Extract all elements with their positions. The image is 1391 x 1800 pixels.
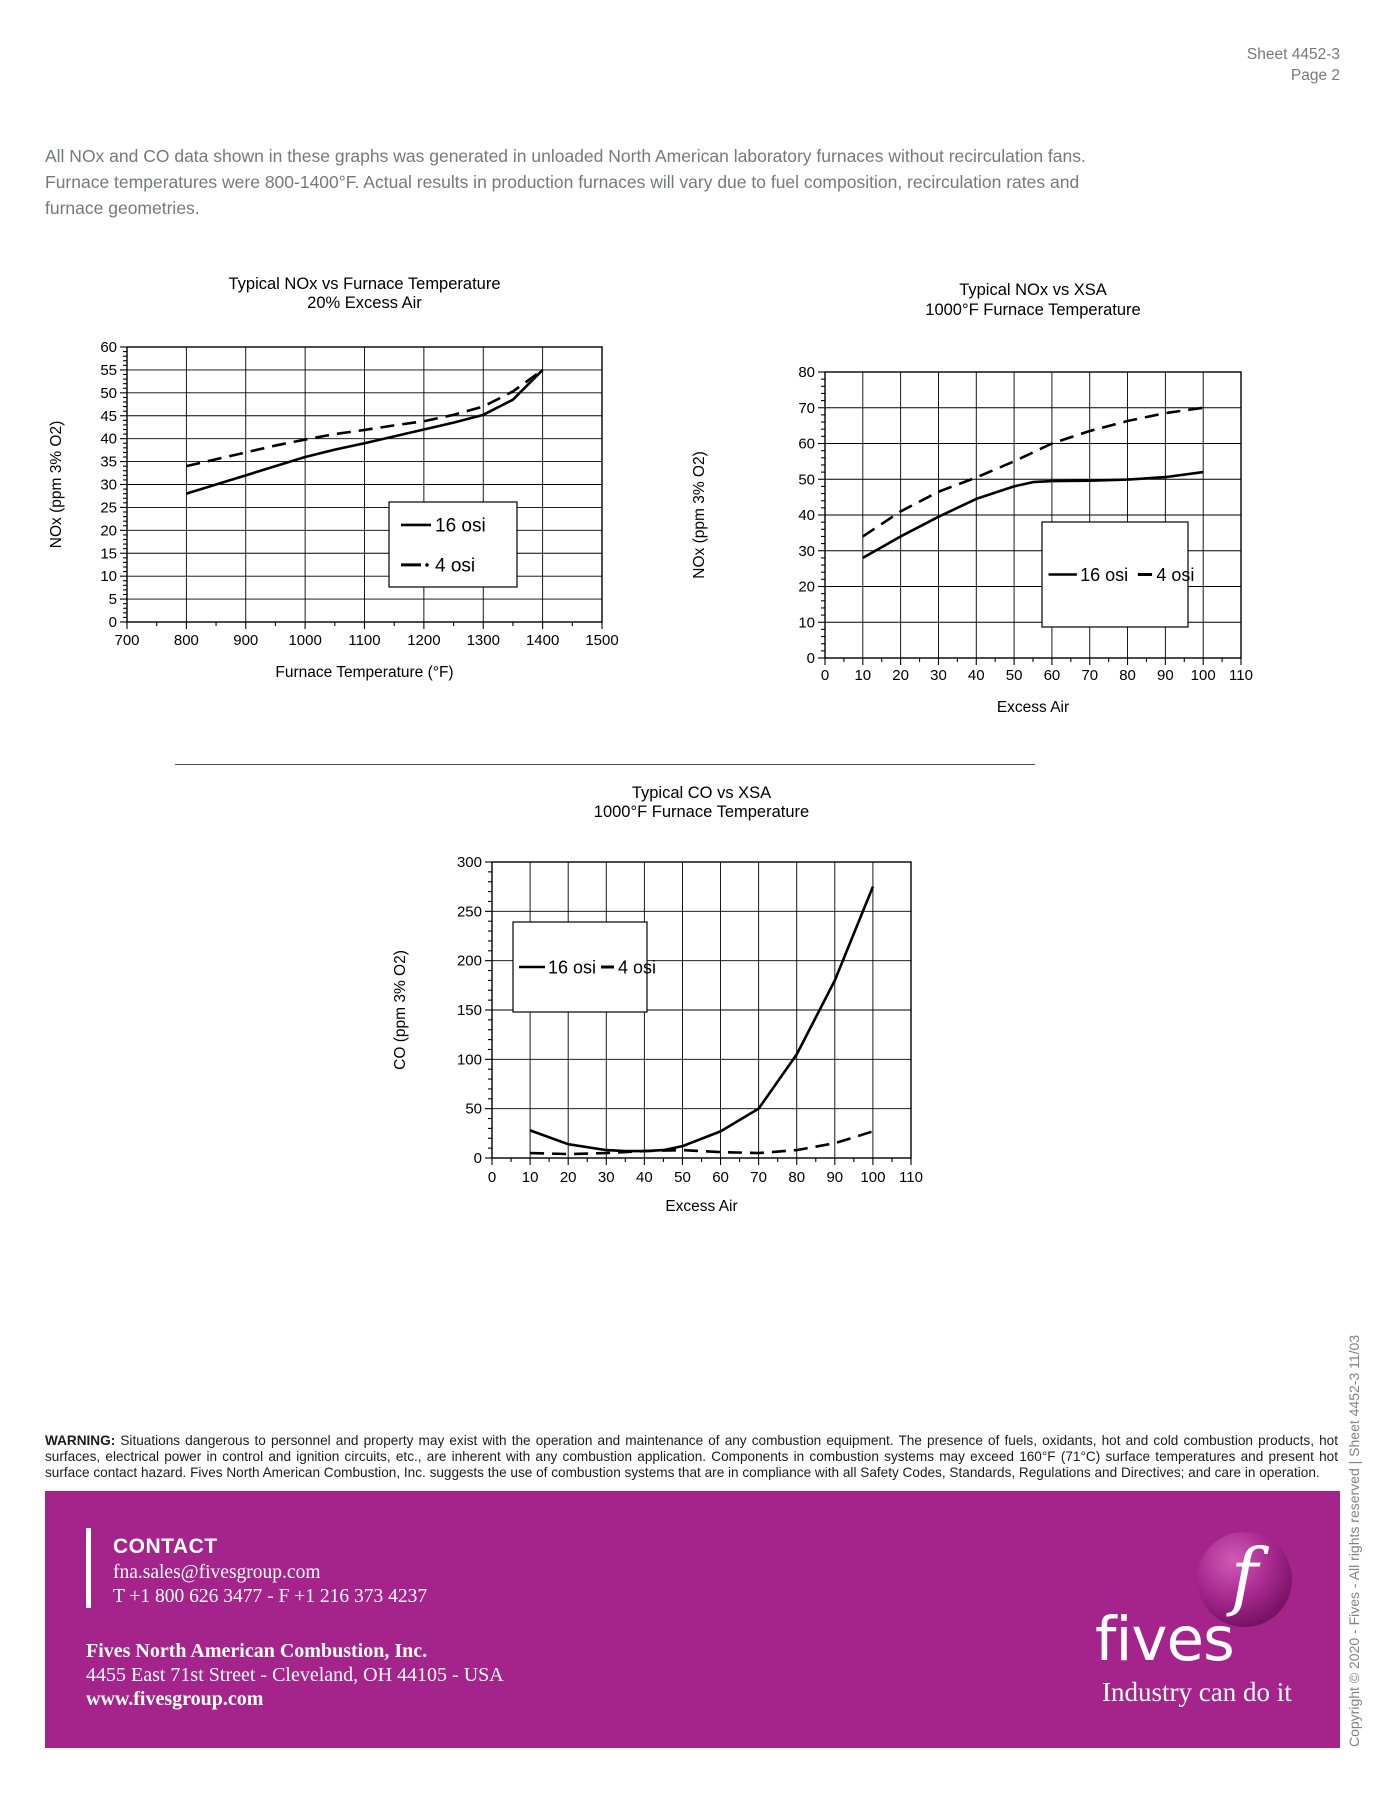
chart-co-vs-xsa <box>385 782 967 1234</box>
chart-nox-vs-furnace-temperature <box>45 232 637 694</box>
svg-text:10: 10 <box>854 667 872 684</box>
svg-text:1300: 1300 <box>466 632 500 649</box>
svg-text:30: 30 <box>930 667 947 684</box>
warning-text: Situations dangerous to personnel and property may exist with the operation and maintenance of any combustion equipment. The presence of fuels, oxidants, hot and cold combustion products, hot surfaces, electrical power in control and ignition circuits, etc., are inherent with any combustion application. Components in combustion systems may exceed 160°F (71°C) surface temperatures and present hot surface contact hazard. Fives North American Combustion, Inc. suggests the use of combustion systems that are in compliance with all Safety Codes, Standards, Regulations and Directives; and care in operation. <box>45 1433 1339 1480</box>
fives-logo-letter: f <box>1230 1533 1259 1619</box>
sheet-number: Sheet 4452-3 <box>1246 46 1340 63</box>
svg-text:50: 50 <box>798 471 815 489</box>
svg-text:4 osi: 4 osi <box>435 555 476 577</box>
svg-text:4 osi: 4 osi <box>618 957 657 978</box>
section-divider <box>175 764 1035 765</box>
svg-text:5: 5 <box>108 591 117 609</box>
svg-text:NOx (ppm 3% O2): NOx (ppm 3% O2) <box>48 420 65 549</box>
svg-text:1000: 1000 <box>288 632 322 649</box>
page-number: Page 2 <box>1290 67 1340 84</box>
svg-text:1000°F Furnace Temperature: 1000°F Furnace Temperature <box>593 803 810 821</box>
svg-text:NOx (ppm 3% O2): NOx (ppm 3% O2) <box>691 451 708 579</box>
svg-text:100: 100 <box>860 1169 886 1186</box>
svg-text:20: 20 <box>798 578 815 596</box>
svg-text:30: 30 <box>597 1169 615 1186</box>
svg-text:40: 40 <box>100 430 117 448</box>
contact-phone: T +1 800 626 3477 - F +1 216 373 4237 <box>113 1586 428 1607</box>
svg-text:15: 15 <box>100 545 117 563</box>
svg-text:800: 800 <box>173 632 199 649</box>
svg-text:70: 70 <box>798 399 815 417</box>
footer-band <box>45 1491 1340 1748</box>
svg-text:80: 80 <box>1119 667 1136 684</box>
chart-nox-vs-xsa <box>680 245 1272 725</box>
svg-text:16 osi: 16 osi <box>435 515 486 537</box>
svg-text:1200: 1200 <box>407 632 441 649</box>
svg-text:1000°F Furnace Temperature: 1000°F Furnace Temperature <box>925 301 1141 319</box>
svg-text:10: 10 <box>100 568 117 586</box>
warning-paragraph <box>45 1433 1338 1481</box>
svg-text:Typical NOx vs Furnace Tempera: Typical NOx vs Furnace Temperature <box>228 275 501 293</box>
svg-text:0: 0 <box>806 650 815 667</box>
svg-text:20: 20 <box>100 522 117 540</box>
copyright-vertical-text: Copyright © 2020 - Fives - All rights reserved | Sheet 4452-3 11/03 <box>1346 1334 1362 1747</box>
svg-text:16 osi: 16 osi <box>548 957 597 978</box>
svg-text:90: 90 <box>1157 667 1174 684</box>
svg-text:30: 30 <box>100 476 117 494</box>
svg-text:1400: 1400 <box>525 632 560 649</box>
svg-text:250: 250 <box>456 903 482 921</box>
intro-paragraph: All NOx and CO data shown in these graphs was generated in unloaded North American laboratory furnaces without recirculation fans. Furnace temperatures were 800-1400°F. Actual results in production furnaces will vary due to fuel composition, recirculation rates and furnace geometries. <box>45 146 1086 218</box>
svg-text:60: 60 <box>712 1169 729 1186</box>
svg-text:70: 70 <box>1081 667 1099 684</box>
svg-text:30: 30 <box>798 542 815 560</box>
svg-text:0: 0 <box>820 667 830 684</box>
svg-text:10: 10 <box>798 614 815 632</box>
svg-text:Excess Air: Excess Air <box>665 1198 738 1215</box>
svg-text:110: 110 <box>1229 667 1253 684</box>
svg-text:40: 40 <box>636 1169 653 1186</box>
svg-text:200: 200 <box>456 952 482 970</box>
sheet-reference <box>1247 44 1340 86</box>
svg-text:150: 150 <box>456 1002 482 1019</box>
svg-text:25: 25 <box>100 499 117 517</box>
svg-text:Typical CO vs XSA: Typical CO vs XSA <box>631 784 772 802</box>
svg-text:1500: 1500 <box>585 632 619 649</box>
svg-text:40: 40 <box>798 507 815 524</box>
svg-text:55: 55 <box>100 361 117 379</box>
svg-text:4 osi: 4 osi <box>1156 565 1195 585</box>
svg-text:60: 60 <box>1043 667 1061 684</box>
svg-text:45: 45 <box>100 407 117 425</box>
svg-text:35: 35 <box>100 453 117 471</box>
svg-text:40: 40 <box>967 667 985 684</box>
fives-tagline: Industry can do it <box>1102 1677 1292 1707</box>
svg-text:110: 110 <box>899 1169 923 1186</box>
svg-text:Excess Air: Excess Air <box>996 699 1070 716</box>
svg-text:20: 20 <box>559 1169 577 1186</box>
svg-text:50: 50 <box>465 1100 482 1118</box>
svg-text:700: 700 <box>114 632 140 649</box>
company-address: 4455 East 71st Street - Cleveland, OH 44105 - USA <box>86 1664 504 1686</box>
svg-text:100: 100 <box>456 1051 482 1069</box>
svg-text:0: 0 <box>108 614 117 631</box>
svg-text:10: 10 <box>521 1169 539 1186</box>
svg-text:100: 100 <box>1190 667 1216 684</box>
svg-text:0: 0 <box>473 1150 482 1167</box>
svg-text:Furnace Temperature (°F): Furnace Temperature (°F) <box>275 664 454 681</box>
svg-text:20% Excess Air: 20% Excess Air <box>307 294 422 312</box>
warning-label: WARNING: <box>45 1433 116 1448</box>
svg-text:50: 50 <box>674 1169 691 1186</box>
svg-text:50: 50 <box>1005 667 1023 684</box>
svg-text:70: 70 <box>750 1169 767 1186</box>
company-name: Fives North American Combustion, Inc. <box>86 1640 428 1662</box>
svg-text:300: 300 <box>456 854 482 871</box>
svg-text:60: 60 <box>100 339 117 356</box>
fives-wordmark: fives <box>1095 1604 1234 1675</box>
svg-text:0: 0 <box>487 1169 497 1186</box>
svg-text:1100: 1100 <box>348 632 381 649</box>
contact-email: fna.sales@fivesgroup.com <box>113 1562 321 1583</box>
company-website: www.fivesgroup.com <box>86 1688 264 1710</box>
svg-text:60: 60 <box>798 435 815 453</box>
svg-text:Typical NOx vs XSA: Typical NOx vs XSA <box>959 281 1107 299</box>
svg-text:50: 50 <box>100 384 117 402</box>
contact-accent-bar <box>86 1528 91 1608</box>
svg-text:80: 80 <box>798 364 815 381</box>
svg-text:90: 90 <box>826 1169 844 1186</box>
svg-text:900: 900 <box>233 632 259 649</box>
contact-heading: CONTACT <box>113 1535 218 1558</box>
svg-text:20: 20 <box>892 667 909 684</box>
svg-text:CO (ppm 3% O2): CO (ppm 3% O2) <box>392 950 409 1070</box>
svg-text:16 osi: 16 osi <box>1080 565 1129 585</box>
svg-text:80: 80 <box>788 1169 806 1186</box>
